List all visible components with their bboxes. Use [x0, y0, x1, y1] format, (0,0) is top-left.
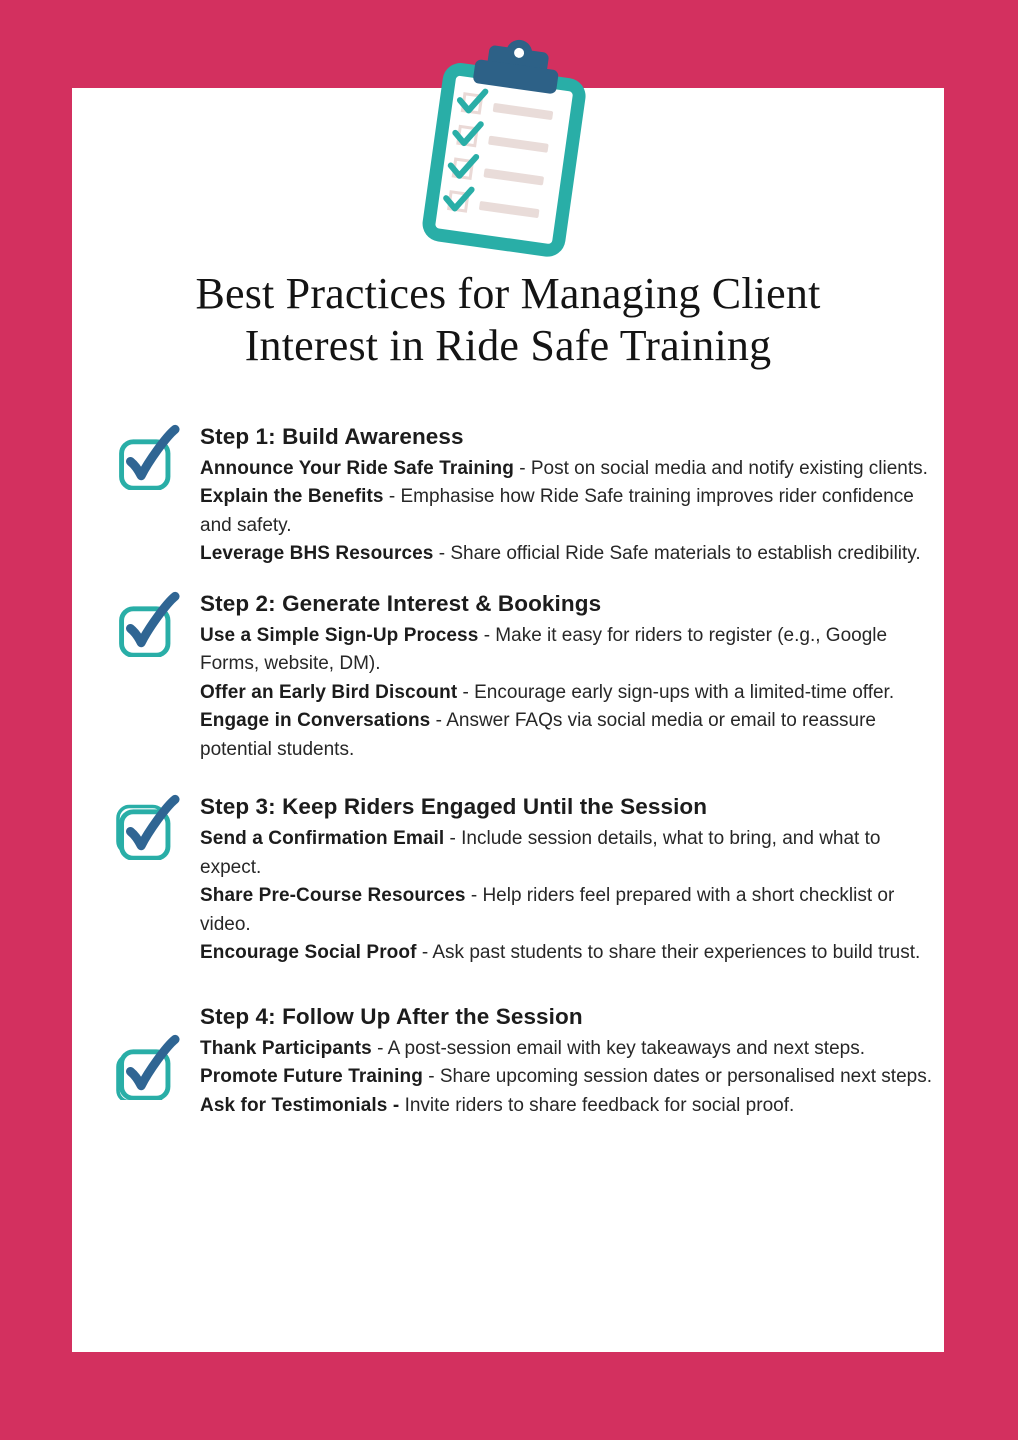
item-lead: Share Pre-Course Resources: [200, 885, 466, 907]
step-heading: Step 2: Generate Interest & Bookings: [200, 590, 602, 616]
item-lead: Explain the Benefits: [200, 486, 384, 508]
item-lead: Thank Participants: [200, 1037, 372, 1059]
item-text: - A post-session email with key takeaways and next steps.: [377, 1037, 865, 1059]
item-text: - Emphasise how Ride Safe training improves rider confidence and safety.: [200, 486, 914, 536]
item-lead: Ask for Testimonials -: [200, 1094, 400, 1116]
step-item: [200, 882, 940, 939]
step-heading: Step 3: Keep Riders Engaged Until the Session: [200, 794, 708, 820]
clipboard-checklist-icon: [416, 36, 596, 258]
item-lead: Encourage Social Proof: [200, 942, 417, 964]
step-section-4: [72, 1002, 944, 1121]
step-2-icon-col: [116, 589, 200, 765]
item-text: - Include session details, what to bring, and what to expect.: [200, 828, 881, 878]
item-text: - Ask past students to share their experiences to build trust.: [421, 942, 921, 964]
page-title-line-1: Best Practices for Managing Client: [195, 269, 821, 318]
item-text: - Share official Ride Safe materials to establish credibility.: [438, 543, 921, 565]
step-2-text: [200, 589, 940, 765]
item-text: - Post on social media and notify existing clients.: [519, 457, 928, 479]
item-text: - Answer FAQs via social media or email to reassure potential students.: [200, 710, 876, 760]
content-panel: [72, 88, 944, 1352]
step-item: [200, 825, 940, 882]
item-lead: Announce Your Ride Safe Training: [200, 457, 514, 479]
checkbox-check-icon: [116, 794, 186, 860]
checkbox-check-icon: [116, 591, 186, 657]
step-4-icon-col: [116, 1002, 200, 1121]
step-item: [200, 707, 940, 764]
item-text: - Make it easy for riders to register (e.g., Google Forms, website, DM).: [200, 624, 888, 675]
step-item: [200, 939, 940, 968]
item-lead: Engage in Conversations: [200, 710, 431, 732]
item-lead: Offer an Early Bird Discount: [200, 681, 458, 703]
item-lead: Leverage BHS Resources: [200, 543, 434, 565]
step-3-text: [200, 792, 940, 968]
step-heading: Step 4: Follow Up After the Session: [200, 1003, 583, 1029]
step-item: [200, 483, 940, 540]
step-3-icon-col: [116, 792, 200, 968]
item-text: - Help riders feel prepared with a short checklist or video.: [200, 885, 895, 935]
step-item: [200, 1063, 940, 1092]
checkbox-check-icon: [116, 424, 186, 490]
step-section-3: [72, 792, 944, 968]
checkbox-check-icon: [116, 1034, 186, 1100]
item-text: - Share upcoming session dates or personalised next steps.: [428, 1066, 932, 1088]
step-item: [200, 540, 940, 569]
step-heading: Step 1: Build Awareness: [200, 423, 464, 449]
page-title-line-2: Interest in Ride Safe Training: [244, 320, 772, 370]
step-4-text: [200, 1002, 940, 1121]
item-lead: Send a Confirmation Email: [200, 828, 445, 850]
step-section-2: [72, 589, 944, 765]
step-item: [200, 622, 940, 679]
step-item: [200, 679, 940, 708]
item-lead: Use a Simple Sign-Up Process: [200, 624, 479, 646]
step-section-1: [72, 422, 944, 569]
item-lead: Promote Future Training: [200, 1066, 423, 1088]
step-1-text: [200, 422, 940, 569]
step-1-icon-col: [116, 422, 200, 569]
item-text: Invite riders to share feedback for social proof.: [404, 1094, 795, 1116]
step-item: [200, 1092, 940, 1121]
step-item: [200, 455, 940, 484]
steps-list: [72, 422, 944, 1121]
step-item: [200, 1035, 940, 1064]
page-title: [72, 268, 944, 372]
item-text: - Encourage early sign-ups with a limited-time offer.: [462, 681, 895, 703]
